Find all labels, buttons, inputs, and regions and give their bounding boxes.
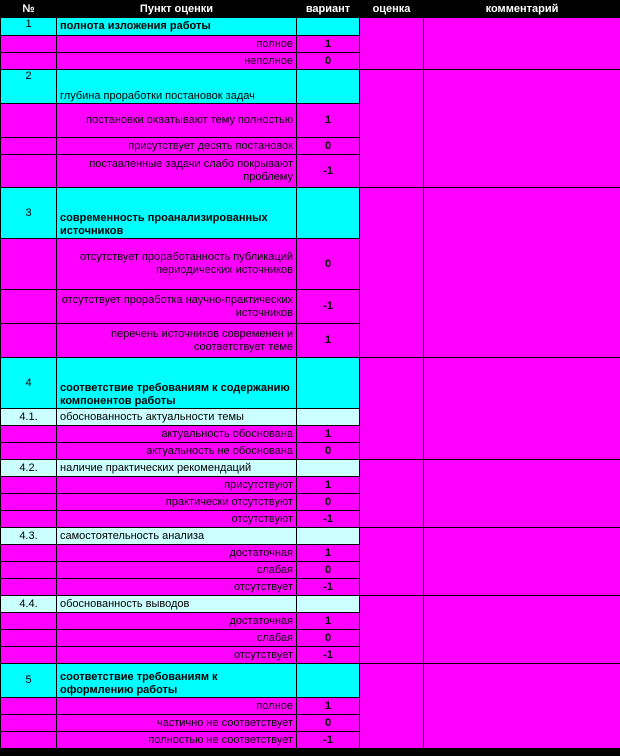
comment-cell[interactable] [424, 18, 620, 70]
option-value: -1 [297, 579, 360, 596]
option-label: перечень источников современен и соответствует теме [57, 324, 297, 358]
option-label: слабая [57, 630, 297, 647]
section-title: соответствие требованиям к оформлению работы [57, 664, 297, 698]
section-row [1, 358, 620, 409]
option-value: 1 [297, 698, 360, 715]
subsection-number: 4.4. [1, 596, 57, 613]
subsection-title: обоснованность выводов [57, 596, 297, 613]
comment-cell[interactable] [424, 664, 620, 749]
header-comment: комментарий [424, 1, 620, 18]
option-value: 0 [297, 138, 360, 155]
section-number: 1 [1, 18, 57, 36]
option-value: 0 [297, 494, 360, 511]
option-value: 1 [297, 36, 360, 53]
option-label: практически отсутствуют [57, 494, 297, 511]
option-value: -1 [297, 647, 360, 664]
score-cell[interactable] [360, 358, 424, 460]
subsection-number: 4.3. [1, 528, 57, 545]
score-cell[interactable] [360, 18, 424, 70]
option-label: отсутствует [57, 579, 297, 596]
option-value: -1 [297, 155, 360, 188]
header-row [1, 1, 620, 18]
option-label: слабая [57, 562, 297, 579]
subsection-title: наличие практических рекомендаций [57, 460, 297, 477]
option-label: частично не соответствует [57, 715, 297, 732]
option-value: -1 [297, 732, 360, 749]
score-cell[interactable] [360, 460, 424, 528]
subsection-title: самостоятельность анализа [57, 528, 297, 545]
section-title: полнота изложения работы [57, 18, 297, 36]
option-label: неполное [57, 53, 297, 70]
option-label: достаточная [57, 545, 297, 562]
section-number: 5 [1, 664, 57, 698]
header-score: оценка [360, 1, 424, 18]
option-value: 1 [297, 613, 360, 630]
comment-cell[interactable] [424, 460, 620, 528]
option-label: поставленные задачи слабо покрывают проблему [57, 155, 297, 188]
comment-cell[interactable] [424, 70, 620, 188]
option-value: 0 [297, 53, 360, 70]
option-label: полное [57, 36, 297, 53]
option-value: 0 [297, 630, 360, 647]
score-cell[interactable] [360, 528, 424, 596]
comment-cell[interactable] [424, 528, 620, 596]
comment-cell[interactable] [424, 188, 620, 358]
option-value: 0 [297, 443, 360, 460]
header-no: № [1, 1, 57, 18]
score-cell[interactable] [360, 70, 424, 188]
subsection-row [1, 528, 620, 545]
subsection-title: обоснованность актуальности темы [57, 409, 297, 426]
section-row [1, 188, 620, 239]
subsection-row [1, 460, 620, 477]
option-value: -1 [297, 290, 360, 324]
subsection-number: 4.1. [1, 409, 57, 426]
header-variant: вариант [297, 1, 360, 18]
subsection-row [1, 596, 620, 613]
section-title: современность проанализированных источников [57, 188, 297, 239]
option-value: 0 [297, 715, 360, 732]
option-label: отсутствуют [57, 511, 297, 528]
option-value: 1 [297, 426, 360, 443]
option-label: полное [57, 698, 297, 715]
score-cell[interactable] [360, 664, 424, 749]
score-cell[interactable] [360, 596, 424, 664]
option-value: -1 [297, 511, 360, 528]
option-label: достаточная [57, 613, 297, 630]
option-label: присутствует десять постановок [57, 138, 297, 155]
option-label: актуальность не обоснована [57, 443, 297, 460]
option-label: отсутствует проработка научно-практических источников [57, 290, 297, 324]
section-row [1, 70, 620, 104]
option-value: 1 [297, 477, 360, 494]
comment-cell[interactable] [424, 596, 620, 664]
section-row [1, 664, 620, 698]
option-value: 1 [297, 104, 360, 138]
section-number: 2 [1, 70, 57, 104]
option-label: постановки охватывают тему полностью [57, 104, 297, 138]
option-label: отсутствует [57, 647, 297, 664]
score-cell[interactable] [360, 188, 424, 358]
option-label: присутствуют [57, 477, 297, 494]
comment-cell[interactable] [424, 358, 620, 460]
section-row [1, 18, 620, 36]
option-value: 1 [297, 545, 360, 562]
option-label: актуальность обоснована [57, 426, 297, 443]
subsection-number: 4.2. [1, 460, 57, 477]
option-value: 1 [297, 324, 360, 358]
option-value: 0 [297, 562, 360, 579]
section-title: глубина проработки постановок задач [57, 70, 297, 104]
option-value: 0 [297, 239, 360, 290]
header-criterion: Пункт оценки [57, 1, 297, 18]
section-title: соответствие требованиям к содержанию компонентов работы [57, 358, 297, 409]
option-label: отсутствует проработанность публикаций периодических источников [57, 239, 297, 290]
option-label: полностью не соответствует [57, 732, 297, 749]
section-number: 4 [1, 358, 57, 409]
section-number: 3 [1, 188, 57, 239]
